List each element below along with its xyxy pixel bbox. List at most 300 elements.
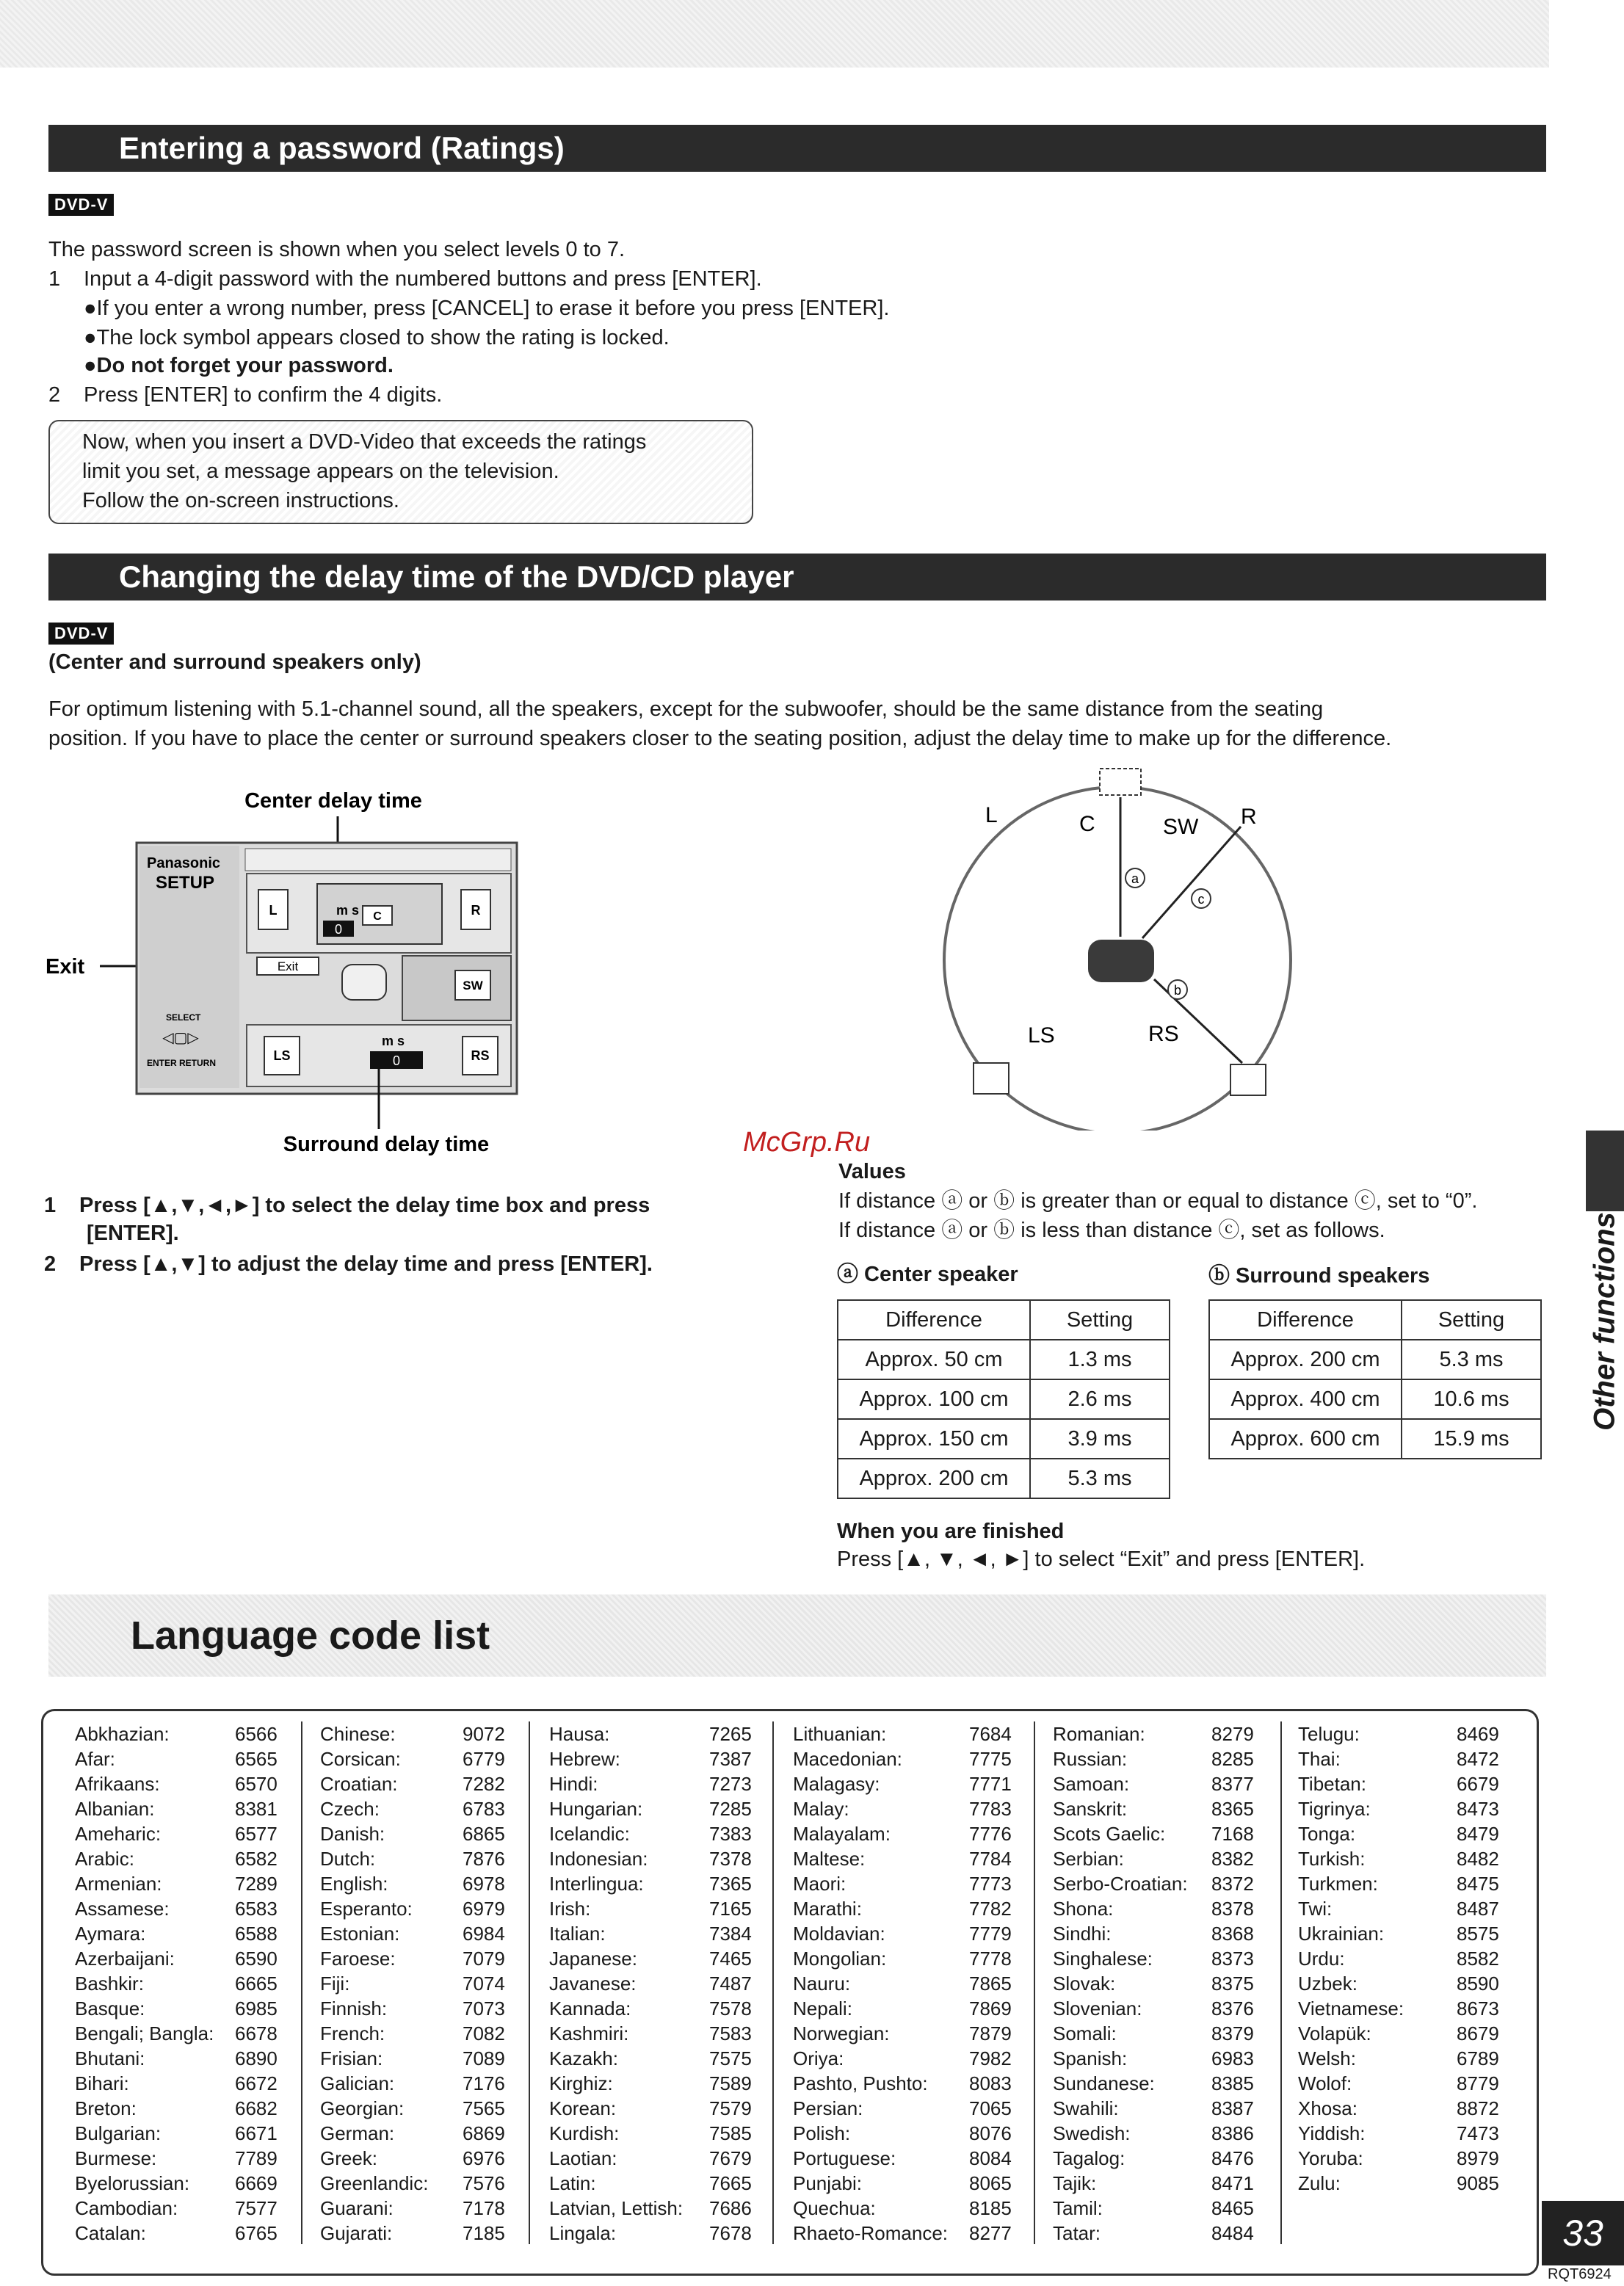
- language-name: Tonga:: [1298, 1823, 1356, 1845]
- language-row: [320, 1971, 515, 1996]
- language-row: [1053, 1846, 1273, 1871]
- language-name: Samoan:: [1053, 1773, 1130, 1795]
- language-row: [75, 1871, 288, 1896]
- table-header: Setting: [1402, 1300, 1541, 1340]
- language-row: [1298, 1871, 1518, 1896]
- language-code: 8365: [1211, 1798, 1254, 1820]
- bullet-text-bold: ●Do not forget your password.: [84, 354, 394, 377]
- language-row: [75, 2196, 288, 2221]
- language-row: [1053, 1996, 1273, 2021]
- language-name: Breton:: [75, 2097, 137, 2119]
- language-name: Cambodian:: [75, 2197, 178, 2219]
- table-cell: Approx. 600 cm: [1209, 1419, 1402, 1459]
- language-row: [320, 1771, 515, 1796]
- language-row: [1053, 1946, 1273, 1971]
- language-row: [75, 1796, 288, 1821]
- table-row: [1209, 1379, 1541, 1419]
- language-name: Somali:: [1053, 2022, 1117, 2044]
- language-name: Armenian:: [75, 1873, 162, 1895]
- table-header: Difference: [838, 1300, 1030, 1340]
- language-code: 7576: [463, 2172, 505, 2194]
- language-row: [320, 2146, 515, 2171]
- language-code: 7876: [463, 1848, 505, 1870]
- language-code: 8372: [1211, 1873, 1254, 1895]
- language-row: [793, 2121, 1019, 2146]
- language-name: Moldavian:: [793, 1923, 885, 1945]
- language-code: 8382: [1211, 1848, 1254, 1870]
- language-row: [793, 1746, 1019, 1771]
- language-code: 7575: [709, 2047, 752, 2069]
- language-row: [75, 2121, 288, 2146]
- language-row: [1298, 2146, 1518, 2171]
- language-row: [75, 2021, 288, 2046]
- section-tab-marker: [1586, 1131, 1624, 1211]
- table-cell: 5.3 ms: [1402, 1340, 1541, 1379]
- table-header-row: [1209, 1300, 1541, 1340]
- language-row: [1053, 2071, 1273, 2096]
- language-code: 7282: [463, 1773, 505, 1795]
- ls-speaker-box: [974, 1063, 1009, 1094]
- note-box: [48, 420, 753, 524]
- listener-seat-icon: [1088, 940, 1154, 982]
- language-row: [1053, 1821, 1273, 1846]
- language-row: [549, 2221, 762, 2246]
- language-row: [549, 1921, 762, 1946]
- language-name: Nauru:: [793, 1973, 851, 1995]
- language-name: Greek:: [320, 2147, 378, 2169]
- language-name: Sanskrit:: [1053, 1798, 1128, 1820]
- setup-osd-figure: [29, 778, 558, 1160]
- language-row: [1298, 1971, 1518, 1996]
- language-name: Malagasy:: [793, 1773, 880, 1795]
- language-row: [1298, 1746, 1518, 1771]
- room-label-r: R: [1241, 805, 1257, 829]
- language-row: [793, 2221, 1019, 2246]
- language-row: [1053, 1746, 1273, 1771]
- language-name: Georgian:: [320, 2097, 405, 2119]
- language-row: [1053, 2146, 1273, 2171]
- language-row: [320, 2171, 515, 2196]
- language-code: 8471: [1211, 2172, 1254, 2194]
- language-row: [793, 2046, 1019, 2071]
- language-column: [320, 1721, 515, 2246]
- language-name: Guarani:: [320, 2197, 394, 2219]
- speaker-ls-label: LS: [273, 1048, 291, 1063]
- language-name: Corsican:: [320, 1748, 401, 1770]
- language-code: 9072: [463, 1723, 505, 1745]
- language-name: Tigrinya:: [1298, 1798, 1371, 1820]
- language-row: [320, 1921, 515, 1946]
- language-name: Greenlandic:: [320, 2172, 429, 2194]
- language-code: 7679: [709, 2147, 752, 2169]
- language-name: Faroese:: [320, 1948, 396, 1970]
- language-name: Bulgarian:: [75, 2122, 162, 2144]
- column-divider: [529, 1721, 530, 2244]
- rs-speaker-box: [1230, 1064, 1266, 1095]
- language-row: [549, 1746, 762, 1771]
- step-text: Input a 4-digit password with the numbered buttons and press [ENTER].: [84, 267, 762, 291]
- language-row: [549, 1871, 762, 1896]
- language-name: Icelandic:: [549, 1823, 630, 1845]
- language-code: 8673: [1457, 1997, 1499, 2020]
- language-code: 6566: [235, 1723, 278, 1745]
- language-code: 8582: [1457, 1948, 1499, 1970]
- note-line: Now, when you insert a DVD-Video that exceeds the ratings: [82, 430, 647, 454]
- language-name: Ameharic:: [75, 1823, 162, 1845]
- language-code: 7579: [709, 2097, 752, 2119]
- language-row: [549, 1946, 762, 1971]
- language-code: 7387: [709, 1748, 752, 1770]
- center-unit: m s: [336, 903, 360, 918]
- language-code: 7783: [969, 1798, 1012, 1820]
- language-code: 8473: [1457, 1798, 1499, 1820]
- language-name: Tatar:: [1053, 2222, 1101, 2244]
- language-code: 7776: [969, 1823, 1012, 1845]
- table-header: Difference: [1209, 1300, 1402, 1340]
- distance-b-line: [1154, 979, 1242, 1063]
- language-name: Kannada:: [549, 1997, 631, 2020]
- exit-label: Exit: [46, 955, 85, 979]
- language-code: 8379: [1211, 2022, 1254, 2044]
- language-row: [75, 2221, 288, 2246]
- language-name: Thai:: [1298, 1748, 1341, 1770]
- step-number: 1: [48, 267, 61, 291]
- table-cell: Approx. 50 cm: [838, 1340, 1030, 1379]
- language-row: [1053, 2221, 1273, 2246]
- language-name: Lingala:: [549, 2222, 617, 2244]
- language-name: Afrikaans:: [75, 1773, 160, 1795]
- language-code: 6765: [235, 2222, 278, 2244]
- language-name: Croatian:: [320, 1773, 398, 1795]
- table-cell: Approx. 100 cm: [838, 1379, 1030, 1419]
- language-name: Swedish:: [1053, 2122, 1131, 2144]
- language-name: Welsh:: [1298, 2047, 1356, 2069]
- language-code: 7565: [463, 2097, 505, 2119]
- language-code: 6672: [235, 2072, 278, 2094]
- language-name: Byelorussian:: [75, 2172, 190, 2194]
- language-row: [1053, 2021, 1273, 2046]
- values-title: Values: [838, 1160, 906, 1183]
- step-number: 2: [48, 383, 61, 407]
- language-code: 6789: [1457, 2047, 1499, 2069]
- language-name: Frisian:: [320, 2047, 383, 2069]
- language-code: 8279: [1211, 1723, 1254, 1745]
- language-row: [1053, 2096, 1273, 2121]
- language-row: [1298, 2171, 1518, 2196]
- language-code: 7383: [709, 1823, 752, 1845]
- language-code: 8373: [1211, 1948, 1254, 1970]
- language-code: 8476: [1211, 2147, 1254, 2169]
- room-label-ls: LS: [1028, 1023, 1055, 1048]
- surround-unit: m s: [382, 1034, 405, 1048]
- language-name: Malayalam:: [793, 1823, 891, 1845]
- language-name: Kashmiri:: [549, 2022, 629, 2044]
- language-code: 8482: [1457, 1848, 1499, 1870]
- language-code: 8575: [1457, 1923, 1499, 1945]
- language-code: 7285: [709, 1798, 752, 1820]
- language-code: 6976: [463, 2147, 505, 2169]
- language-row: [75, 2071, 288, 2096]
- room-label-rs: RS: [1148, 1022, 1179, 1046]
- language-code: 7773: [969, 1873, 1012, 1895]
- language-code: 7879: [969, 2022, 1012, 2044]
- language-code: 8084: [969, 2147, 1012, 2169]
- language-name: Tibetan:: [1298, 1773, 1366, 1795]
- language-name: Azerbaijani:: [75, 1948, 175, 1970]
- language-row: [1053, 1921, 1273, 1946]
- language-name: Kirghiz:: [549, 2072, 613, 2094]
- language-code: 7073: [463, 1997, 505, 2020]
- language-name: Aymara:: [75, 1923, 146, 1945]
- language-code: 7779: [969, 1923, 1012, 1945]
- language-name: Burmese:: [75, 2147, 157, 2169]
- language-code: 7473: [1457, 2122, 1499, 2144]
- language-name: Irish:: [549, 1898, 591, 1920]
- language-row: [1298, 1921, 1518, 1946]
- language-row: [75, 1946, 288, 1971]
- language-name: Twi:: [1298, 1898, 1333, 1920]
- listener-seat-icon: [342, 965, 386, 1000]
- language-name: Bengali; Bangla:: [75, 2022, 214, 2044]
- language-name: Indonesian:: [549, 1848, 648, 1870]
- language-row: [549, 1896, 762, 1921]
- language-code: 8285: [1211, 1748, 1254, 1770]
- surround-delay-label: Surround delay time: [283, 1133, 490, 1156]
- language-row: [549, 2021, 762, 2046]
- language-name: Uzbek:: [1298, 1973, 1357, 1995]
- language-code: 8479: [1457, 1823, 1499, 1845]
- language-row: [320, 1746, 515, 1771]
- language-code: 6869: [463, 2122, 505, 2144]
- note-line: limit you set, a message appears on the television.: [82, 460, 559, 483]
- marker-b-text: b: [1173, 983, 1182, 998]
- language-code: 6678: [235, 2022, 278, 2044]
- language-name: Italian:: [549, 1923, 606, 1945]
- language-row: [320, 1846, 515, 1871]
- language-code: 8872: [1457, 2097, 1499, 2119]
- language-code: 6979: [463, 1898, 505, 1920]
- language-name: Mongolian:: [793, 1948, 887, 1970]
- language-row: [320, 1996, 515, 2021]
- language-row: [1053, 1871, 1273, 1896]
- language-code: 6583: [235, 1898, 278, 1920]
- language-code: 7784: [969, 1848, 1012, 1870]
- surround-table-title: ⓑ Surround speakers: [1208, 1264, 1430, 1288]
- table-cell: Approx. 400 cm: [1209, 1379, 1402, 1419]
- room-label-c: C: [1079, 812, 1095, 836]
- step-text: Press [▲,▼,◄,►] to select the delay time box and press: [79, 1194, 650, 1217]
- osd-exit-label: Exit: [277, 959, 299, 973]
- room-label-l: L: [985, 803, 998, 827]
- language-name: Bhutani:: [75, 2047, 145, 2069]
- step-text: Press [ENTER] to confirm the 4 digits.: [84, 383, 443, 407]
- language-code: 6565: [235, 1748, 278, 1770]
- language-row: [75, 1921, 288, 1946]
- language-row: [549, 1796, 762, 1821]
- language-name: Finnish:: [320, 1997, 388, 2020]
- language-row: [1298, 1946, 1518, 1971]
- values-line: If distance ⓐ or ⓑ is greater than or equal to distance ⓒ, set to “0”.: [838, 1189, 1478, 1213]
- language-code: 8679: [1457, 2022, 1499, 2044]
- language-code: 6582: [235, 1848, 278, 1870]
- language-row: [1298, 1721, 1518, 1746]
- language-code: 6978: [463, 1873, 505, 1895]
- language-name: Polish:: [793, 2122, 851, 2144]
- language-name: Ukrainian:: [1298, 1923, 1385, 1945]
- language-code: 7585: [709, 2122, 752, 2144]
- table-cell: Approx. 200 cm: [1209, 1340, 1402, 1379]
- language-row: [793, 2196, 1019, 2221]
- language-name: Catalan:: [75, 2222, 146, 2244]
- language-code: 7589: [709, 2072, 752, 2094]
- language-name: Xhosa:: [1298, 2097, 1357, 2119]
- language-row: [793, 1946, 1019, 1971]
- language-name: Albanian:: [75, 1798, 155, 1820]
- language-row: [320, 1896, 515, 1921]
- section-title-password: Entering a password (Ratings): [48, 125, 1546, 172]
- language-row: [793, 1921, 1019, 1946]
- language-name: Malay:: [793, 1798, 849, 1820]
- language-code: 7365: [709, 1873, 752, 1895]
- step-number: 2: [44, 1252, 57, 1276]
- language-name: Maltese:: [793, 1848, 866, 1870]
- language-row: [75, 1846, 288, 1871]
- language-row: [1298, 1796, 1518, 1821]
- center-table-title: ⓐ Center speaker: [837, 1263, 1018, 1286]
- language-code: 7185: [463, 2222, 505, 2244]
- language-code: 8779: [1457, 2072, 1499, 2094]
- language-code: 8083: [969, 2072, 1012, 2094]
- language-row: [1298, 2021, 1518, 2046]
- language-code: 8465: [1211, 2197, 1254, 2219]
- language-code: 6669: [235, 2172, 278, 2194]
- table-cell: 10.6 ms: [1402, 1379, 1541, 1419]
- language-code: 8376: [1211, 1997, 1254, 2020]
- language-code: 7982: [969, 2047, 1012, 2069]
- language-name: Macedonian:: [793, 1748, 902, 1770]
- language-name: Yoruba:: [1298, 2147, 1363, 2169]
- language-name: Urdu:: [1298, 1948, 1345, 1970]
- language-row: [320, 2221, 515, 2246]
- table-cell: 3.9 ms: [1030, 1419, 1170, 1459]
- document-code: RQT6924: [1548, 2266, 1612, 2282]
- column-divider: [1280, 1721, 1282, 2244]
- language-code: 8487: [1457, 1898, 1499, 1920]
- language-list-title: Language code list: [48, 1594, 1546, 1677]
- language-column: [1298, 1721, 1518, 2196]
- language-name: Lithuanian:: [793, 1723, 887, 1745]
- language-code: 7165: [709, 1898, 752, 1920]
- table-row: [838, 1459, 1170, 1498]
- language-row: [549, 2096, 762, 2121]
- language-name: Zulu:: [1298, 2172, 1341, 2194]
- language-row: [793, 1846, 1019, 1871]
- language-name: Yiddish:: [1298, 2122, 1366, 2144]
- language-row: [75, 2096, 288, 2121]
- language-name: Nepali:: [793, 1997, 852, 2020]
- language-row: [320, 1821, 515, 1846]
- language-code: 7265: [709, 1723, 752, 1745]
- language-name: Tagalog:: [1053, 2147, 1125, 2169]
- language-name: Quechua:: [793, 2197, 876, 2219]
- language-row: [793, 2071, 1019, 2096]
- language-code: 6588: [235, 1923, 278, 1945]
- language-row: [793, 1971, 1019, 1996]
- speaker-sw-label: SW: [463, 979, 483, 993]
- language-row: [1298, 1771, 1518, 1796]
- language-row: [549, 1971, 762, 1996]
- watermark: McGrp.Ru: [743, 1127, 871, 1158]
- language-row: [75, 2171, 288, 2196]
- table-cell: 15.9 ms: [1402, 1419, 1541, 1459]
- language-code: 8385: [1211, 2072, 1254, 2094]
- language-column: [1053, 1721, 1273, 2246]
- language-code: 7089: [463, 2047, 505, 2069]
- language-code: 6665: [235, 1973, 278, 1995]
- language-code: 7775: [969, 1748, 1012, 1770]
- language-code: 8185: [969, 2197, 1012, 2219]
- language-name: Japanese:: [549, 1948, 637, 1970]
- language-name: French:: [320, 2022, 385, 2044]
- language-name: Hausa:: [549, 1723, 610, 1745]
- language-name: Hungarian:: [549, 1798, 643, 1820]
- language-name: Afar:: [75, 1748, 115, 1770]
- table-cell: Approx. 200 cm: [838, 1459, 1030, 1498]
- language-code: 7577: [235, 2197, 278, 2219]
- language-row: [793, 1721, 1019, 1746]
- language-name: Sindhi:: [1053, 1923, 1112, 1945]
- language-name: Spanish:: [1053, 2047, 1128, 2069]
- language-name: Tamil:: [1053, 2197, 1103, 2219]
- language-row: [320, 2121, 515, 2146]
- language-code: 6985: [235, 1997, 278, 2020]
- language-row: [1053, 2121, 1273, 2146]
- language-name: Abkhazian:: [75, 1723, 170, 1745]
- table-cell: 1.3 ms: [1030, 1340, 1170, 1379]
- language-code: 6577: [235, 1823, 278, 1845]
- language-code: 8377: [1211, 1773, 1254, 1795]
- language-name: Kurdish:: [549, 2122, 620, 2144]
- language-name: Assamese:: [75, 1898, 170, 1920]
- language-name: Norwegian:: [793, 2022, 890, 2044]
- column-divider: [301, 1721, 302, 2244]
- language-row: [320, 1946, 515, 1971]
- finished-title: When you are finished: [837, 1520, 1065, 1543]
- language-code: 7487: [709, 1973, 752, 1995]
- language-code: 9085: [1457, 2172, 1499, 2194]
- language-row: [1053, 2171, 1273, 2196]
- language-code: 8387: [1211, 2097, 1254, 2119]
- language-name: Arabic:: [75, 1848, 134, 1870]
- table-header: Setting: [1030, 1300, 1170, 1340]
- language-code: 8375: [1211, 1973, 1254, 1995]
- language-column: [75, 1721, 288, 2246]
- osd-brand: Panasonic: [147, 855, 221, 871]
- language-row: [1053, 1896, 1273, 1921]
- speaker-rs-label: RS: [471, 1048, 490, 1063]
- language-name: Interlingua:: [549, 1873, 644, 1895]
- language-code: 6890: [235, 2047, 278, 2069]
- language-row: [1053, 1971, 1273, 1996]
- language-name: Serbian:: [1053, 1848, 1124, 1870]
- language-row: [1053, 1721, 1273, 1746]
- language-name: Wolof:: [1298, 2072, 1352, 2094]
- osd-enter-return-label: ENTER RETURN: [147, 1058, 217, 1068]
- language-row: [549, 2121, 762, 2146]
- language-row: [549, 2071, 762, 2096]
- language-row: [549, 1821, 762, 1846]
- language-name: Laotian:: [549, 2147, 617, 2169]
